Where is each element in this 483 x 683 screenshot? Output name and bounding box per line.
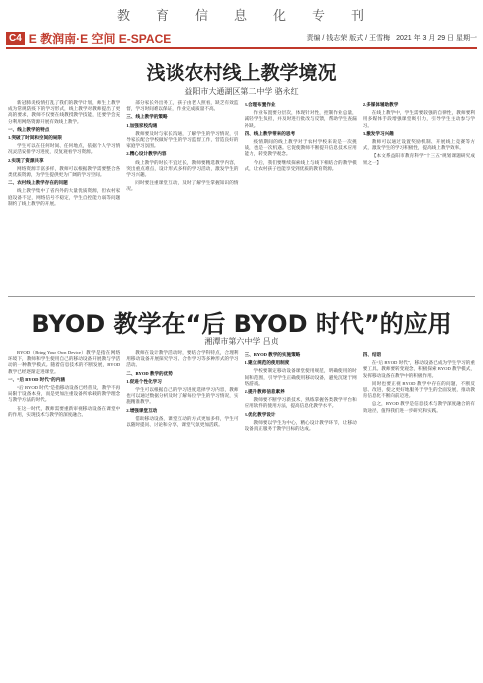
masthead bbox=[0, 0, 483, 28]
article-1-byline: 益阳市大通湖区第二中学 骆永红 bbox=[184, 87, 299, 96]
section-heading: 1.加强家校沟通 bbox=[126, 122, 158, 128]
paragraph: 同时也要正视 BYOD 教学中存在的问题，不断反思、改进，使之更好地服务于学生的全面发展，推动教育信息化不断向前迈进。 bbox=[362, 380, 475, 399]
paragraph: 线上教学的时长不宜过长，教师要精选教学内容，突出重点难点，设计形式多样的学习活动，激发学生的学习兴趣。 bbox=[126, 159, 239, 178]
article-1-column bbox=[8, 100, 120, 290]
article-2-column bbox=[126, 350, 238, 680]
paragraph: 线上教学集中了省内外的大量优质资源，但农村家庭设备不足，网络信号不稳定，学生自控能力弱等问题制约了线上教学的开展。 bbox=[8, 188, 121, 206]
paragraph: 作业布置要分层次，体现针对性，控制作业总量，减轻学生负担，并及时进行批改与反馈，帮助学生查漏补缺。 bbox=[244, 110, 357, 128]
paragraph: 学生可以根据自己的学习进度选择学习内容，教师也可以通过数据分析及时了解每位学生的学习情况，实施精准教学。 bbox=[126, 387, 239, 405]
paragraph: 总之，BYOD 教学是信息技术与教学深度融合的有效途径，值得我们进一步研究和实践。 bbox=[362, 401, 475, 413]
section-heading: 1.建立规范的使用制度 bbox=[244, 360, 290, 366]
article-2-byline: 湘潭市第六中学 吕贞 bbox=[204, 337, 279, 346]
section-heading: 1.突破了时间和空间的局限 bbox=[8, 135, 62, 141]
section-heading: 一、线上教学的特点 bbox=[8, 126, 50, 132]
section-heading: 三、线上教学的策略 bbox=[126, 114, 168, 120]
editor-credit: 责编 / 钱志荣 版式 / 王雪梅 bbox=[306, 35, 391, 42]
paragraph: “后 BYOD 时代”是指移动设备已经普及，教学不再局限于设备本身，而是更加注重设备所承载的教学理念与教学方法的时代。 bbox=[8, 385, 121, 403]
section-heading: 三、BYOD 教学的实施策略 bbox=[244, 352, 301, 357]
issue-date: 2021 年 3 月 29 日 星期一 bbox=[396, 35, 477, 42]
section-heading: 2.实现了资源共享 bbox=[8, 157, 44, 163]
paragraph: 学校要制定移动设备课堂使用规范，明确使用的时间和范围，引导学生正确使用移动设备，避免沉迷于网络游戏。 bbox=[244, 368, 357, 386]
article-1-column bbox=[245, 100, 357, 290]
section-heading: 3.激发学习兴趣 bbox=[362, 130, 394, 136]
page-header bbox=[6, 30, 477, 46]
masthead-letter: 信 bbox=[194, 8, 210, 24]
article-2-column bbox=[363, 350, 475, 680]
article-2-column bbox=[245, 350, 357, 680]
paragraph: 今后，我们要继续探索线上与线下相结合的教学模式，让农村孩子也能享受到优质的教育资源。 bbox=[244, 159, 357, 171]
masthead-letter: 育 bbox=[155, 8, 171, 24]
paragraph: 在这一时代，教师需要重新审视移动设备在课堂中的作用，实现技术与教学的深度融合。 bbox=[8, 405, 121, 417]
article-divider bbox=[8, 296, 475, 297]
edition-title: E 教润南·E 空间 E-SPACE bbox=[28, 31, 172, 46]
page-number: C4 bbox=[6, 32, 25, 45]
article-1-column bbox=[126, 100, 238, 290]
section-heading: 二、BYOD 教学的优势 bbox=[126, 370, 173, 376]
section-heading: 2.增强课堂互动 bbox=[126, 407, 158, 413]
section-heading: 一、“后 BYOD 时代”的内涵 bbox=[8, 376, 65, 382]
section-heading: 3.合理布置作业 bbox=[244, 102, 276, 107]
section-heading: 2.提升教师信息素养 bbox=[244, 389, 285, 395]
header-divider bbox=[6, 47, 477, 49]
section-heading: 二、农村线上教学存在的问题 bbox=[8, 180, 68, 186]
paragraph: 同时要注重课堂互动，及时了解学生掌握知识的情况。 bbox=[126, 180, 239, 192]
paragraph: 网络资源丰富多样，教师可以根据教学需要整合各类优质资源，为学生提供更为广阔的学习空间。 bbox=[8, 165, 121, 178]
section-heading: 四、线上教学带来的思考 bbox=[244, 130, 296, 136]
masthead-letter: 化 bbox=[273, 8, 289, 24]
paragraph: 教师要以学生为中心，精心设计教学环节，让移动设备真正服务于教学目标的达成。 bbox=[244, 419, 357, 432]
paragraph: 【本文系益阳市教育科学"十三五"规划课题研究成果之一】 bbox=[362, 153, 475, 165]
masthead-title bbox=[117, 5, 366, 24]
masthead-letter: 息 bbox=[233, 8, 249, 24]
paragraph: 新冠肺炎疫情打乱了我们的教学计划，师生上教学成为常规防疫下的学习形式，线上教学对教师提出了更高的要求，教师不仅要在线教授教学技能，还要学会充分利用网络资源开展有效线上教学。 bbox=[8, 100, 121, 124]
section-heading: 3.优化教学设计 bbox=[244, 411, 276, 417]
paragraph: 疫情期间的线上教学对于农村学校来说是一次挑战，也是一次机遇。它促使教师不断提升信息技术应用能力，转变教学观念。 bbox=[244, 139, 357, 157]
article-1-body bbox=[8, 100, 475, 290]
page-meta bbox=[306, 33, 477, 43]
masthead-letter: 专 bbox=[312, 8, 328, 24]
paragraph: 学生可以在任何时间、任何地点，依据个人学习情况灵活安排学习进度，反复观看学习资源。 bbox=[8, 143, 121, 155]
paragraph: BYOD（Bring Your Own Device）教学是指在网络环境下，教师和学生使用自己的移动设备开展教与学活动的一种教学模式。随着信息技术的不断发展，BYOD教学已经逐渐走进课堂。 bbox=[8, 350, 121, 374]
paragraph: 教师要不断学习新技术，熟练掌握各类教学平台和应用软件的使用方法，提高信息化教学水平。 bbox=[244, 397, 357, 409]
article-1-column bbox=[363, 100, 475, 290]
section-heading: 2.精心设计教学内容 bbox=[126, 151, 167, 157]
section-heading: 1.促进个性化学习 bbox=[126, 378, 162, 384]
section-heading: 四、结语 bbox=[362, 352, 382, 357]
article-2-title: BYOD 教学在“后 BYOD 时代”的应用 bbox=[31, 310, 452, 338]
article-1-title: 浅谈农村线上教学境况 bbox=[146, 62, 337, 84]
paragraph: 在线上教学中，学生需要较强的自律性，教师要利用多媒体手段增强课堂吸引力，引导学生主动参与学习。 bbox=[362, 110, 475, 128]
paragraph: 教师在设计教学活动时，要结合学科特点，合理利用移动设备开展探究学习、合作学习等多种形式的学习活动。 bbox=[126, 350, 239, 368]
paragraph: 教师要及时与家长沟通，了解学生的学习情况，引导家长配合学校做好学生的学习监督工作，营造良好的家庭学习氛围。 bbox=[126, 130, 239, 149]
masthead-letter: 刊 bbox=[351, 8, 367, 24]
paragraph: 部分家长外出务工，孩子由老人照看，缺乏有效监督，学习时间难以保证，作业完成质量不高。 bbox=[126, 100, 239, 112]
section-heading: 2.多媒体辅助教学 bbox=[362, 102, 399, 107]
masthead-letter: 教 bbox=[116, 8, 132, 24]
article-2-body bbox=[8, 350, 475, 680]
article-2-column bbox=[8, 350, 120, 680]
paragraph: 教师可以通过设置奖励机制、开展线上竞赛等方式，激发学生的学习积极性，提高线上教学效率。 bbox=[362, 139, 475, 151]
paragraph: 借助移动设备，课堂互动的方式更加多样，学生可以随时提问、讨论和分享，课堂气氛更加活跃。 bbox=[126, 415, 239, 428]
paragraph: 在“后 BYOD 时代”，移动设备已成为学生学习的重要工具。教师要转变观念，积极探索 BYOD 教学模式，发挥移动设备在教学中的积极作用。 bbox=[362, 360, 475, 378]
